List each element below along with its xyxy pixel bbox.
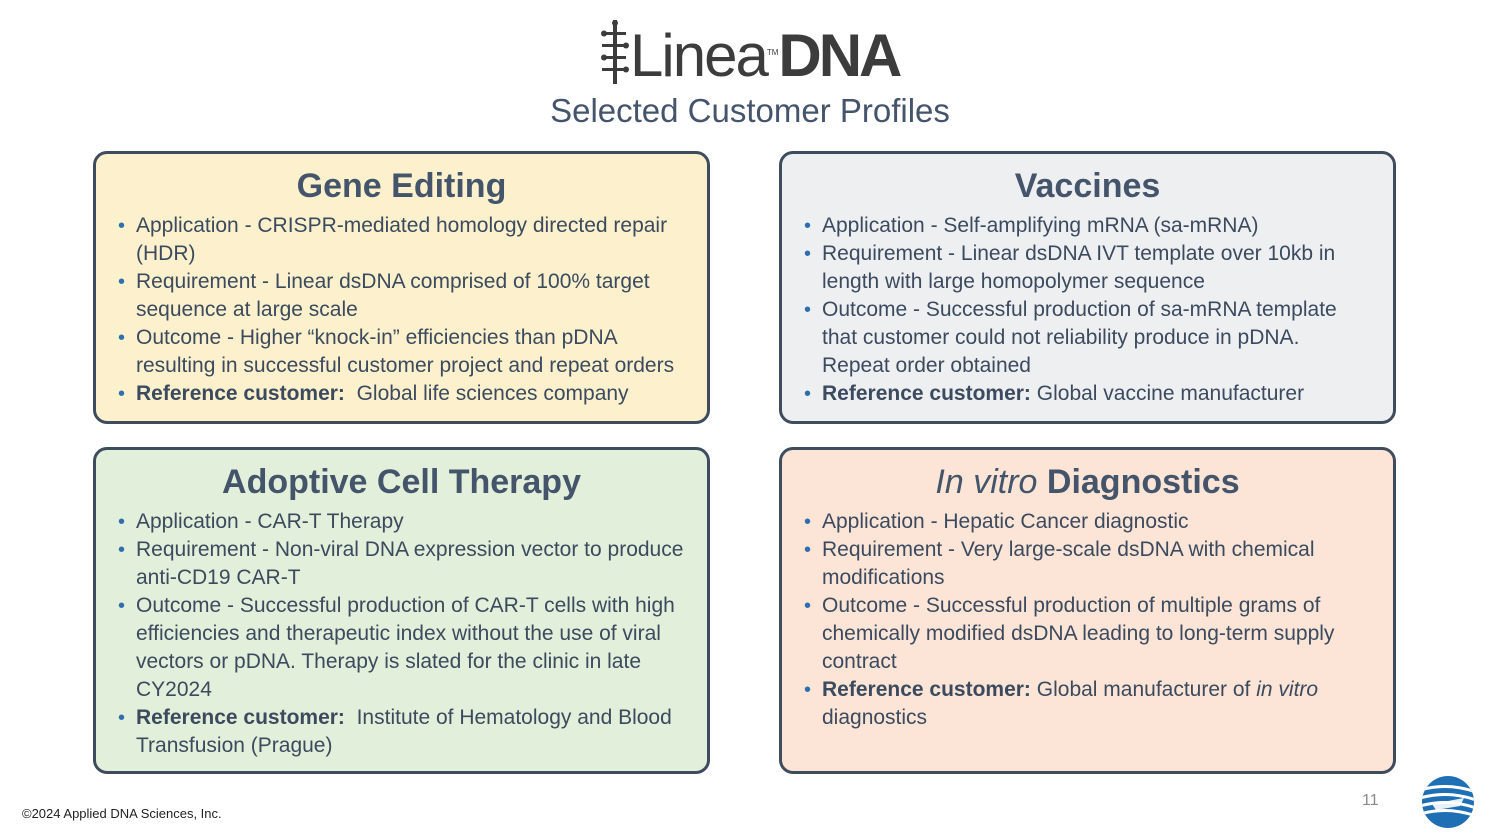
list-item: • Application - CRISPR-mediated homology directed repair (HDR) [118,212,685,268]
applied-dna-globe-icon [1420,774,1476,830]
card-title: Vaccines [1014,167,1161,205]
card-title-italic: In vitro [935,463,1038,501]
reference-value: Global life sciences company [356,382,629,405]
list-item: • Application - Self-amplifying mRNA (sa-mRNA) [804,212,1371,240]
bullet-list [804,508,1371,732]
list-item: • Requirement - Linear dsDNA IVT template over 10kb in length with large homopolymer sequence [804,240,1371,296]
card-title: Adoptive Cell Therapy [222,463,581,501]
list-item: • Outcome - Successful production of multiple grams of chemically modified dsDNA leading to long-term supply contract [804,592,1371,676]
card-adoptive-cell-therapy [93,447,710,774]
lineadna-logo [600,18,900,88]
dna-ladder-icon [600,18,630,88]
reference-value: Global vaccine manufacturer [1036,382,1305,405]
logo-bold-text: DNA [778,22,900,89]
list-item: • Application - CAR-T Therapy [118,508,685,536]
logo-trademark: TM [766,48,779,57]
list-item-reference [118,380,685,408]
list-item-reference [804,676,1371,732]
list-item: • Requirement - Non-viral DNA expression vector to produce anti-CD19 CAR-T [118,536,685,592]
reference-label: Reference customer: [822,678,1031,701]
list-item: • Outcome - Successful production of CAR-T cells with high efficiencies and therapeutic index without the use of viral vectors or pDNA. Therapy is slated for the clinic in late CY2024 [118,592,685,704]
list-item: • Outcome - Higher “knock-in” efficiencies than pDNA resulting in successful customer project and repeat orders [118,324,685,380]
list-item: • Requirement - Linear dsDNA comprised of 100% target sequence at large scale [118,268,685,324]
reference-label: Reference customer: [136,706,345,729]
reference-value-pre: Global manufacturer of [1036,678,1251,701]
card-title [804,460,1371,504]
bullet-list [804,212,1371,408]
list-item: • Requirement - Very large-scale dsDNA with chemical modifications [804,536,1371,592]
bullet-list [118,508,685,760]
reference-value-post: diagnostics [822,706,928,729]
list-item: • Application - Hepatic Cancer diagnostic [804,508,1371,536]
reference-value-italic: in vitro [1256,678,1319,701]
bullet-list [118,212,685,408]
reference-label: Reference customer: [822,382,1031,405]
reference-label: Reference customer: [136,382,345,405]
card-title: Gene Editing [296,167,507,205]
card-in-vitro-diagnostics [779,447,1396,774]
list-item: • Outcome - Successful production of sa-mRNA template that customer could not reliability produce in pDNA. Repeat order obtained [804,296,1371,380]
list-item-reference [804,380,1371,408]
logo-wordmark [630,18,899,88]
card-vaccines [779,151,1396,424]
page-subtitle: Selected Customer Profiles [550,92,950,129]
list-item-reference [118,704,685,760]
logo-light-text: Linea [630,22,767,89]
card-title-rest: Diagnostics [1046,463,1240,501]
copyright-text: ©2024 Applied DNA Sciences, Inc. [22,806,222,821]
card-gene-editing [93,151,710,424]
page-number: 11 [1362,792,1379,809]
reference-value: Institute of Hematology and Blood Transfusion (Prague) [136,706,672,757]
